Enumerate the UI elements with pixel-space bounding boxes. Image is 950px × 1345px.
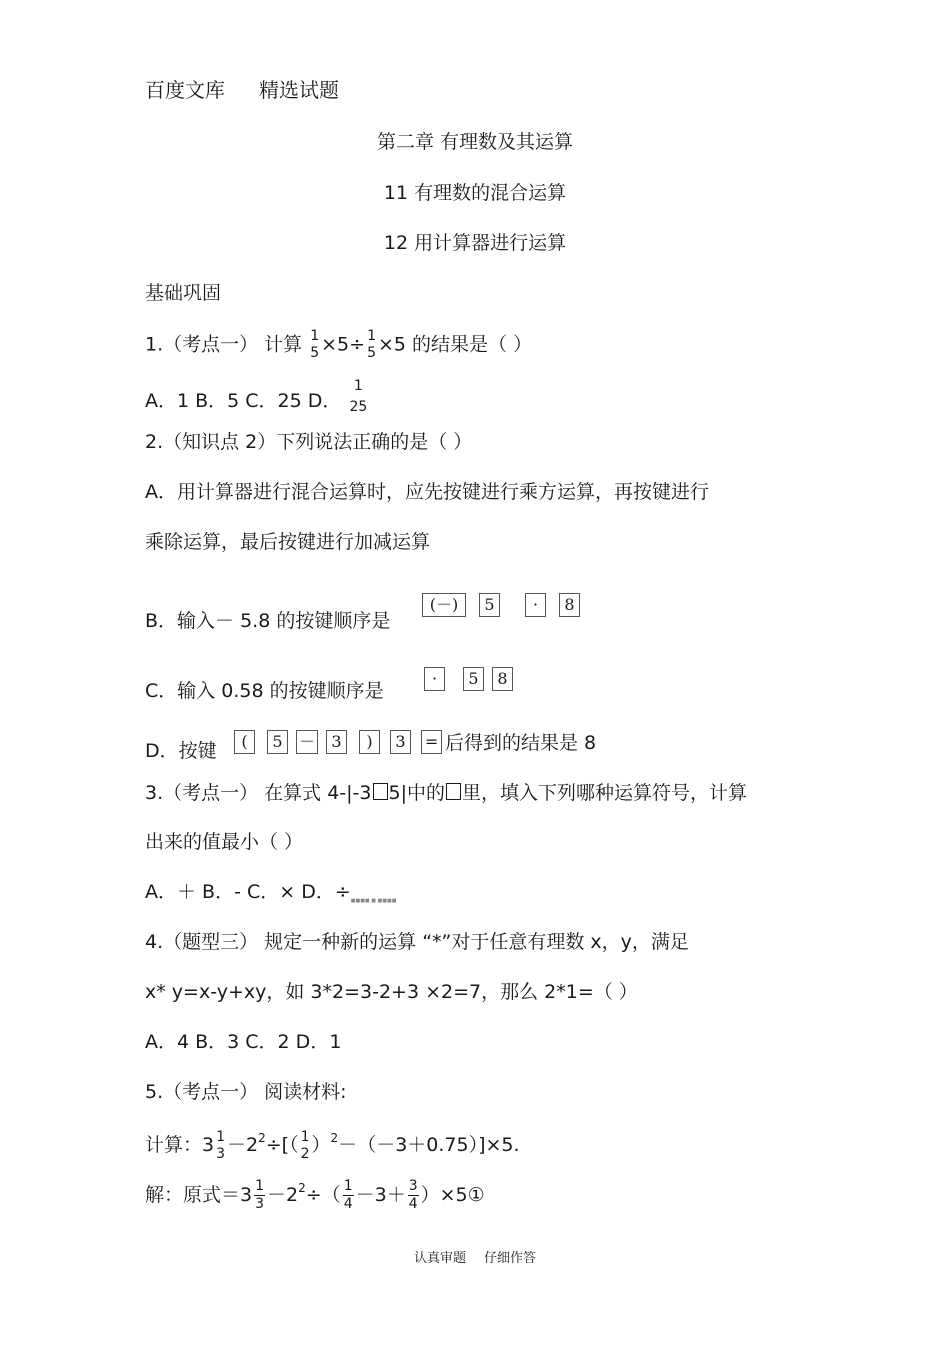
question-5: 5.（考点一） 阅读材料: [145, 1081, 347, 1103]
q1-stem-pre: 1.（考点一） 计算 [145, 333, 303, 356]
tiny-watermark: ■■■■ ■ ■■■■ [350, 898, 397, 904]
q1-op-2: ×5 的结果是（ ） [378, 333, 533, 356]
q3-line1-pre: 3.（考点一） 在算式 4-|-3 [145, 782, 372, 804]
q2-optD-text: D．按键 [145, 740, 217, 762]
key-3: 3 [326, 730, 347, 754]
chapter-title: 第二章 有理数及其运算 [376, 131, 574, 153]
footer-right: 仔细作答 [484, 1251, 537, 1266]
footer-left: 认真审题 [413, 1251, 466, 1266]
q3-options-text: A．＋ B．- C．× D．÷ [145, 881, 351, 903]
q3-options [145, 880, 396, 913]
q5-sol-mid2: ÷（ [305, 1184, 341, 1206]
blank-box [446, 783, 461, 800]
key-equals: = [421, 730, 442, 754]
q1-options [145, 378, 369, 416]
q2-optD [145, 739, 217, 763]
q5-calc-mid2: ÷[（ [265, 1134, 299, 1156]
q2-optC-keys [424, 667, 526, 691]
q4-options: A．4 B．3 C．2 D．1 [145, 1031, 342, 1053]
q5-calc-frac2: 1 2 [300, 1128, 310, 1162]
key-3: 3 [390, 730, 411, 754]
q5-calc-whole: 3 [202, 1134, 215, 1156]
q2-optA-line1: A．用计算器进行混合运算时，应先按键进行乘方运算，再按键进行 [145, 481, 709, 503]
question-4: 4.（题型三） 规定一种新的运算 “*”对于任意有理数 x，y，满足 [145, 931, 689, 953]
q5-calc [145, 1126, 520, 1163]
key-dot: · [525, 593, 546, 617]
q4-line2: x* y=x-y+xy，如 3*2=3-2+3 ×2=7，那么 2*1=（ ） [145, 981, 638, 1003]
q1-options-text: A．1 B．5 C．25 D． [145, 390, 342, 412]
page-header [145, 74, 373, 103]
key-minus: － [296, 730, 318, 754]
key-rparen: ) [359, 730, 380, 754]
key-8: 8 [559, 593, 580, 617]
q2-optB-text: B．输入－ 5.8 的按键顺序是 [145, 610, 391, 632]
header-left: 百度文库 [145, 78, 225, 102]
question-3 [145, 781, 747, 805]
q5-calc-exp2: 2 [330, 1131, 339, 1145]
q5-sol-mid1: －2 [267, 1184, 299, 1206]
q5-sol-tail: ）×5① [420, 1184, 485, 1206]
q2-optA-line2: 乘除运算，最后按键进行加减运算 [145, 531, 431, 553]
question-2: 2.（知识点 2）下列说法正确的是（ ） [145, 431, 473, 453]
q5-sol-exp: 2 [298, 1181, 306, 1195]
q3-line1-tail: 里，填入下列哪种运算符号，计算 [462, 782, 748, 804]
q5-sol-mid3: －3＋ [355, 1184, 406, 1206]
key-5: 5 [479, 593, 500, 617]
q5-calc-exp1: 2 [258, 1131, 266, 1145]
q1-optD-frac: 1 25 [349, 378, 368, 415]
section-title-1: 11 有理数的混合运算 [383, 182, 567, 204]
section-title-2: 12 用计算器进行运算 [383, 232, 567, 254]
q2-optB-keys [422, 593, 593, 617]
q5-calc-pre: 计算： [145, 1134, 203, 1156]
blank-box [373, 783, 388, 800]
q5-calc-tail: －（－3＋0.75）]×5. [338, 1134, 520, 1156]
page-footer [0, 1247, 950, 1266]
q3-line2: 出来的值最小（ ） [145, 831, 304, 853]
q1-frac-2: 1 5 [367, 328, 376, 361]
q5-sol-frac2: $\frac{1}{4}$ [343, 1178, 353, 1212]
q2-optC-text: C．输入 0.58 的按键顺序是 [145, 680, 384, 702]
q5-sol-frac1: $\frac{1}{3}$ [255, 1178, 265, 1212]
key-5: 5 [267, 730, 288, 754]
q5-calc-mid3: ） [311, 1134, 331, 1156]
q1-op-1: ×5÷ [321, 333, 366, 356]
q2-optD-tail: 后得到的结果是 8 [445, 732, 597, 754]
q3-line1-post: 5|中的 [388, 782, 445, 804]
key-8: 8 [492, 667, 513, 691]
q5-solution [145, 1176, 485, 1213]
q5-calc-mid1: －2 [227, 1134, 259, 1156]
key-lparen: ( [234, 730, 255, 754]
q2-optD-keys [234, 728, 596, 755]
key-negative: (－) [422, 593, 466, 617]
header-right: 精选试题 [259, 78, 339, 102]
section-label: 基础巩固 [145, 282, 222, 304]
key-dot: · [424, 667, 445, 691]
question-1 [145, 328, 532, 362]
q5-sol-frac3: $\frac{3}{4}$ [408, 1178, 418, 1212]
key-5: 5 [463, 667, 484, 691]
q5-calc-frac: 1 3 [216, 1128, 226, 1162]
q1-frac-1: 1 5 [310, 328, 320, 361]
q5-sol-pre: 解：原式＝ [145, 1184, 241, 1206]
q5-sol-whole: 3 [240, 1184, 253, 1206]
